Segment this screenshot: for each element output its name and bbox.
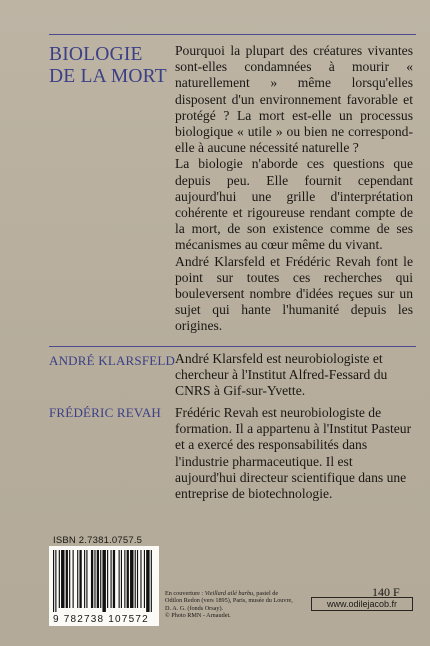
blurb-paragraph-3: André Klarsfeld et Frédéric Revah font le point sur toutes ces recherches qui bouleversent nombre d'idées reçues sur un sujet qui hante l'humanité depuis les origines. xyxy=(175,253,413,334)
credit-prefix: En couverture : xyxy=(165,590,205,597)
price-label: 140 F xyxy=(372,585,400,599)
authors-rule xyxy=(49,346,416,347)
author-bio-revah: Frédéric Revah est neurobiologiste de formation. Il a appartenu à l'Institut Pasteur et a exercé des responsabilités dans l'industrie pharmaceutique. Il est aujourd'hui directeur scientifique dans une entreprise de biotechnologie. xyxy=(175,405,412,502)
barcode-digits: 9 782738 107572 xyxy=(53,614,149,625)
isbn-label: ISBN 2.7381.0757.5 xyxy=(53,535,143,546)
author-name-revah: FRÉDÉRIC REVAH xyxy=(49,405,161,420)
title-line-2: DE LA MORT xyxy=(49,66,167,87)
credit-photo: © Photo RMN - Arnaudet. xyxy=(165,612,231,620)
author-bio-klarsfeld: André Klarsfeld est neurobiologiste et chercheur à l'Institut Alfred-Fessard du CNRS à Gif-sur-Yvette. xyxy=(175,351,388,399)
credit-artwork: Vieillard ailé barbu xyxy=(204,590,254,597)
barcode-bars xyxy=(49,546,159,612)
summary-blurb xyxy=(175,43,413,335)
book-title xyxy=(49,44,169,88)
website-link[interactable]: www.odilejacob.fr xyxy=(311,597,413,611)
credit-rest: , pastel de Odilon Redon (vers 1895), Paris, musée du Louvre, D. A. G. (fonds Orsay). xyxy=(165,590,293,612)
title-line-1: BIOLOGIE xyxy=(49,44,143,65)
author-name-klarsfeld: ANDRÉ KLARSFELD xyxy=(49,353,176,368)
cover-credit xyxy=(165,590,295,620)
blurb-paragraph-1: Pourquoi la plupart des créatures vivantes sont-elles condamnées à mourir « naturellement » même lorsqu'elles disposent d'un environnement favorable et protégé ? La mort est-elle un processus biologique « utile » ou bien ne correspond-elle à aucune nécessité naturelle ? xyxy=(175,43,413,156)
blurb-paragraph-2: La biologie n'aborde ces questions que depuis peu. Elle fournit cependant aujourd'hui une grille d'interprétation cohérente et rigoureuse rendant compte de la mort, de son existence comme de ses mécanismes au cœur même du vivant. xyxy=(175,156,413,253)
top-rule xyxy=(49,34,416,35)
